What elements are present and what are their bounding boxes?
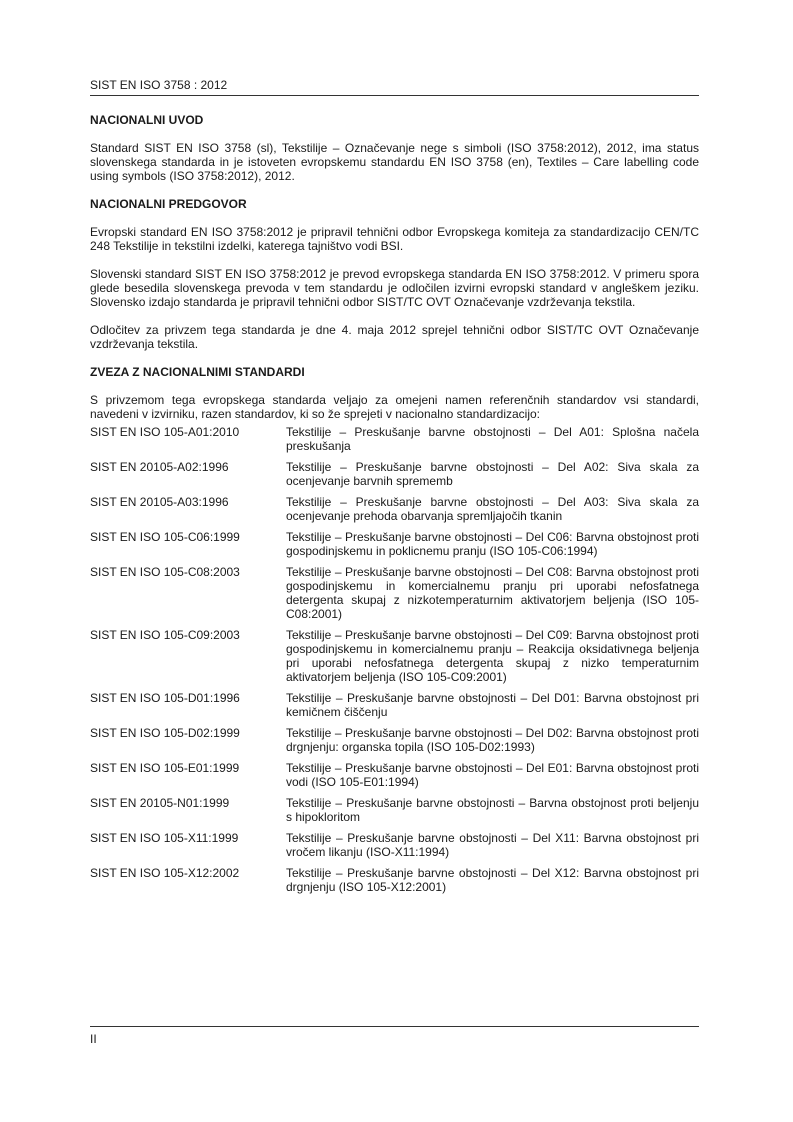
page-number: II	[90, 1032, 97, 1046]
reference-standards-table	[90, 425, 699, 901]
standard-code: SIST EN ISO 105-X11:1999	[90, 831, 239, 845]
standard-code: SIST EN ISO 105-C08:2003	[90, 565, 240, 579]
standard-code: SIST EN ISO 105-X12:2002	[90, 866, 240, 880]
table-row	[90, 530, 699, 565]
standard-description: Tekstilije – Preskušanje barvne obstojnosti – Del D02: Barvna obstojnost proti drgnjenju: organska topila (ISO 105-D02:1993)	[286, 726, 699, 754]
standard-code: SIST EN ISO 105-D02:1999	[90, 726, 240, 740]
table-row	[90, 565, 699, 628]
table-row	[90, 628, 699, 691]
table-row	[90, 460, 699, 495]
footer-rule	[90, 1026, 699, 1027]
header-rule	[90, 95, 699, 96]
standard-description: Tekstilije – Preskušanje barvne obstojnosti – Del C08: Barvna obstojnost proti gospodinjskemu in komercialnemu pranju pri uporabi nefosfatnega detergenta skupaj z nizkotemperaturnim aktivatorjem beljenja (ISO 105-C08:2001)	[286, 565, 699, 621]
table-row	[90, 691, 699, 726]
page-content	[90, 113, 699, 901]
standard-description: Tekstilije – Preskušanje barvne obstojnosti – Del C06: Barvna obstojnost proti gospodinjskemu in poklicnemu pranju (ISO 105-C06:1994)	[286, 530, 699, 558]
table-row	[90, 761, 699, 796]
table-row	[90, 425, 699, 460]
paragraph: Slovenski standard SIST EN ISO 3758:2012 je prevod evropskega standarda EN ISO 3758:2012. V primeru spora glede besedila slovenskega prevoda v tem standardu je odločilen izvirni evropski standard v angleškem jeziku. Slovensko izdajo standarda je pripravil tehnični odbor SIST/TC OVT Označevanje vzdrževanja tekstila.	[90, 267, 699, 309]
standard-description: Tekstilije – Preskušanje barvne obstojnosti – Del C09: Barvna obstojnost proti gospodinjskemu in komercialnemu pranju – Reakcija oksidativnega beljenja pri uporabi nefosfatnega detergenta skupaj z nizko temperaturnim aktivatorjem beljenja (ISO 105-C09:2001)	[286, 628, 699, 684]
table-row	[90, 796, 699, 831]
standard-description: Tekstilije – Preskušanje barvne obstojnosti – Del X12: Barvna obstojnost pri drgnjenju (ISO 105-X12:2001)	[286, 866, 699, 894]
standard-code: SIST EN 20105-A02:1996	[90, 460, 229, 474]
standard-description: Tekstilije – Preskušanje barvne obstojnosti – Del E01: Barvna obstojnost proti vodi (ISO 105-E01:1994)	[286, 761, 699, 789]
standard-description: Tekstilije – Preskušanje barvne obstojnosti – Del D01: Barvna obstojnost pri kemičnem čiščenju	[286, 691, 699, 719]
standard-description: Tekstilije – Preskušanje barvne obstojnosti – Del A01: Splošna načela preskušanja	[286, 425, 699, 453]
standard-code: SIST EN ISO 105-A01:2010	[90, 425, 240, 439]
table-row	[90, 831, 699, 866]
paragraph: Evropski standard EN ISO 3758:2012 je pripravil tehnični odbor Evropskega komiteja za standardizacijo CEN/TC 248 Tekstilije in tekstilni izdelki, katerega tajništvo vodi BSI.	[90, 225, 699, 253]
section-heading-national-foreword: NACIONALNI PREDGOVOR	[90, 197, 247, 211]
table-row	[90, 866, 699, 901]
paragraph: S privzemom tega evropskega standarda veljajo za omejeni namen referenčnih standardov vsi standardi, navedeni v izvirniku, razen standardov, ki so že sprejeti v nacionalno standardizacijo:	[90, 393, 699, 421]
paragraph: Odločitev za privzem tega standarda je dne 4. maja 2012 sprejel tehnični odbor SIST/TC OVT Označevanje vzdrževanja tekstila.	[90, 323, 699, 351]
standard-code: SIST EN ISO 105-D01:1996	[90, 691, 240, 705]
standard-code: SIST EN ISO 105-C06:1999	[90, 530, 240, 544]
running-header: SIST EN ISO 3758 : 2012	[90, 78, 228, 92]
standard-code: SIST EN 20105-N01:1999	[90, 796, 230, 810]
standard-description: Tekstilije – Preskušanje barvne obstojnosti – Del X11: Barvna obstojnost pri vročem likanju (ISO-X11:1994)	[286, 831, 699, 859]
section-heading-national-intro: NACIONALNI UVOD	[90, 113, 204, 127]
standard-code: SIST EN ISO 105-E01:1999	[90, 761, 240, 775]
standard-description: Tekstilije – Preskušanje barvne obstojnosti – Del A02: Siva skala za ocenjevanje barvnih sprememb	[286, 460, 699, 488]
standard-code: SIST EN 20105-A03:1996	[90, 495, 229, 509]
table-row	[90, 495, 699, 530]
standard-description: Tekstilije – Preskušanje barvne obstojnosti – Del A03: Siva skala za ocenjevanje prehoda obarvanja spremljajočih tkanin	[286, 495, 699, 523]
standard-description: Tekstilije – Preskušanje barvne obstojnosti – Barvna obstojnost proti beljenju s hipokloritom	[286, 796, 699, 824]
standard-code: SIST EN ISO 105-C09:2003	[90, 628, 240, 642]
table-row	[90, 726, 699, 761]
section-heading-national-standards: ZVEZA Z NACIONALNIMI STANDARDI	[90, 365, 305, 379]
paragraph: Standard SIST EN ISO 3758 (sl), Tekstilije – Označevanje nege s simboli (ISO 3758:2012), 2012, ima status slovenskega standarda in je istoveten evropskemu standardu EN ISO 3758 (en), Textiles – Care labelling code using symbols (ISO 3758:2012), 2012.	[90, 141, 699, 183]
